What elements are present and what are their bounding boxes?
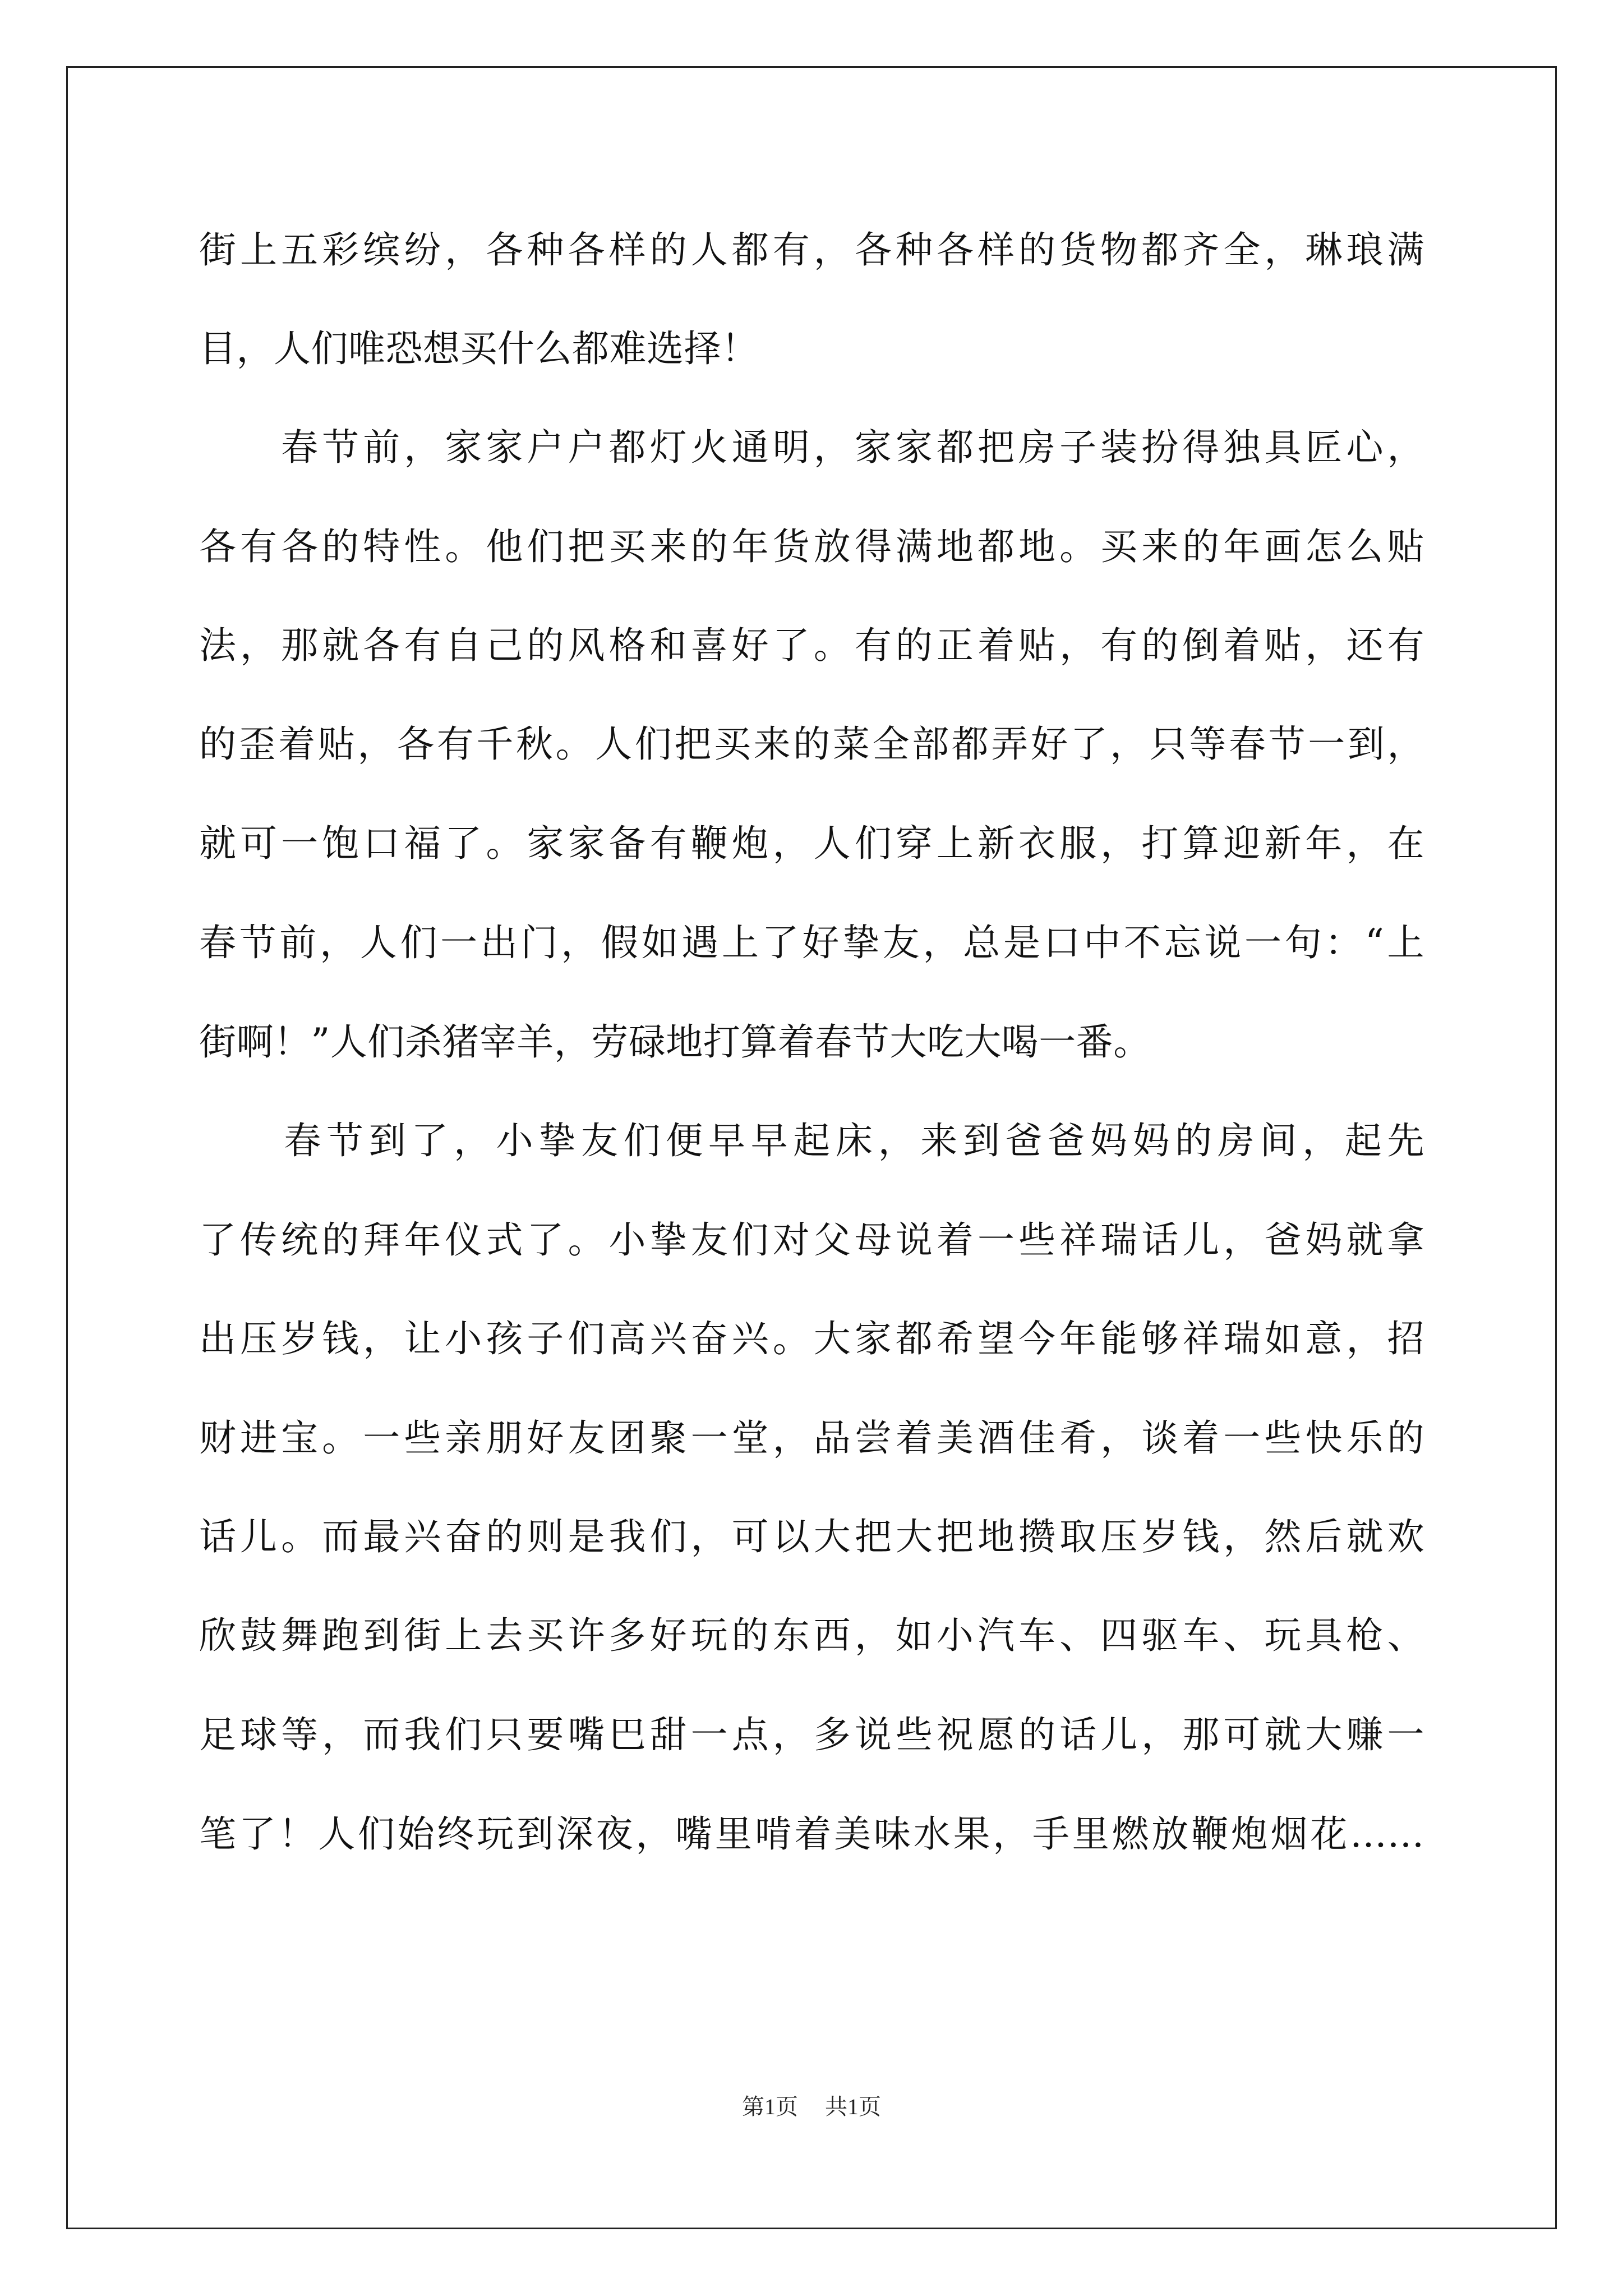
text-line: 了传统的拜年仪式了。小挚友们对父母说着一些祥瑞话儿，爸妈就拿 bbox=[199, 1218, 1424, 1262]
text-line: 街啊！”人们杀猪宰羊，劳碌地打算着春节大吃大喝一番。 bbox=[199, 1020, 1151, 1064]
text-line: 话儿。而最兴奋的则是我们，可以大把大把地攒取压岁钱，然后就欢 bbox=[199, 1515, 1424, 1558]
text-line: 就可一饱口福了。家家备有鞭炮，人们穿上新衣服，打算迎新年，在 bbox=[199, 822, 1424, 865]
text-line: 足球等，而我们只要嘴巴甜一点，多说些祝愿的话儿，那可就大赚一 bbox=[199, 1713, 1424, 1756]
text-line: 街上五彩缤纷，各种各样的人都有，各种各样的货物都齐全，琳琅满 bbox=[199, 228, 1424, 272]
text-line: 笔了！人们始终玩到深夜，嘴里啃着美味水果，手里燃放鞭炮烟花…… bbox=[199, 1812, 1424, 1856]
page-total: 共1页 bbox=[825, 2094, 881, 2119]
text-line: 目，人们唯恐想买什么都难选择！ bbox=[199, 327, 759, 370]
text-line: 法，那就各有自己的风格和喜好了。有的正着贴，有的倒着贴，还有 bbox=[199, 624, 1424, 667]
text-line: 各有各的特性。他们把买来的年货放得满地都地。买来的年画怎么贴 bbox=[199, 525, 1424, 568]
text-line: 春节前，人们一出门，假如遇上了好挚友，总是口中不忘说一句：“上 bbox=[199, 921, 1424, 964]
text-line: 欣鼓舞跑到街上去买许多好玩的东西，如小汽车、四驱车、玩具枪、 bbox=[199, 1614, 1424, 1657]
text-line: 春节前，家家户户都灯火通明，家家都把房子装扮得独具匠心， bbox=[199, 426, 1424, 469]
page-footer bbox=[0, 2091, 1623, 2123]
text-line: 出压岁钱，让小孩子们高兴奋兴。大家都希望今年能够祥瑞如意，招 bbox=[199, 1317, 1424, 1360]
text-line: 的歪着贴，各有千秋。人们把买来的菜全部都弄好了，只等春节一到， bbox=[199, 723, 1424, 766]
text-line: 春节到了，小挚友们便早早起床，来到爸爸妈妈的房间，起先 bbox=[199, 1119, 1424, 1162]
text-line: 财进宝。一些亲朋好友团聚一堂，品尝着美酒佳肴，谈着一些快乐的 bbox=[199, 1416, 1424, 1460]
page-number: 第1页 bbox=[742, 2094, 798, 2119]
